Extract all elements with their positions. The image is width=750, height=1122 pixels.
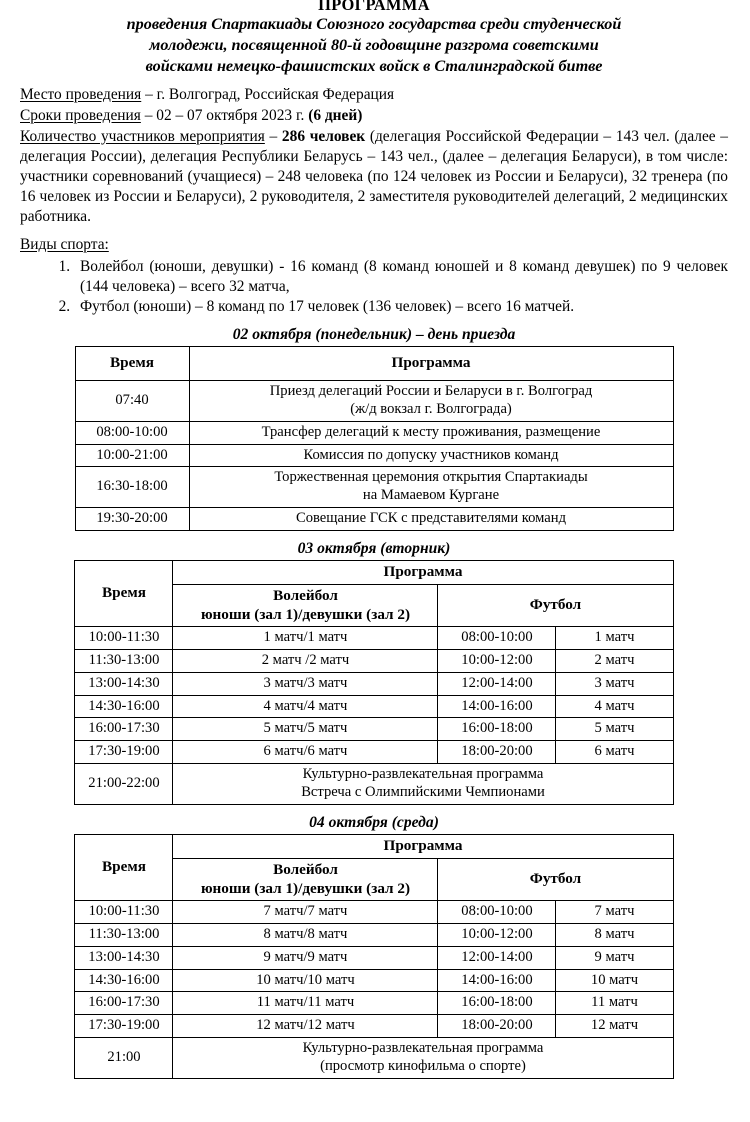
cell-volleyball: 3 матч/3 матч [173,672,438,695]
cell-time: 10:00-11:30 [75,627,173,650]
column-header-program: Программа [189,347,673,381]
cell-football-time: 08:00-10:00 [438,627,556,650]
cell-program-line-1: Приезд делегаций России и Беларуси в г. Волгоград [269,383,593,400]
cell-football-time: 12:00-14:00 [438,946,556,969]
cell-program-line-2: (ж/д вокзал г. Волгограда) [350,401,512,418]
table-row [75,969,673,992]
cell-time: 16:00-17:30 [75,718,173,741]
venue-line [20,85,728,105]
cell-time: 10:00-21:00 [75,444,189,467]
cell-program: Комиссия по допуску участников команд [189,444,673,467]
page-subtitle [38,14,710,77]
cell-time: 11:30-13:00 [75,923,173,946]
cell-program [189,467,673,508]
table-row [75,444,673,467]
cell-time: 13:00-14:30 [75,672,173,695]
cell-football-time: 14:00-16:00 [438,969,556,992]
cell-program-line-2: на Мамаевом Кургане [362,487,500,504]
column-header-volleyball [173,585,438,627]
cell-volleyball: 10 матч/10 матч [173,969,438,992]
table-row [75,672,673,695]
cell-football-match: 12 матч [556,1015,673,1038]
table-header-row-top [75,835,673,859]
table-row [75,381,673,422]
cell-football-time: 08:00-10:00 [438,901,556,924]
participants-paragraph [20,127,728,227]
cell-football-match: 8 матч [556,923,673,946]
table-row-final [75,1037,673,1078]
volleyball-halls: юноши (зал 1)/девушки (зал 2) [200,879,411,897]
column-header-program: Программа [173,835,673,859]
table-row [75,508,673,531]
cell-football-match: 3 матч [556,672,673,695]
cell-football-time: 16:00-18:00 [438,718,556,741]
event-info-block [20,85,728,227]
table-row [75,467,673,508]
dates-duration: (6 дней) [308,106,363,124]
cell-volleyball: 2 матч /2 матч [173,650,438,673]
cell-program [173,1037,673,1078]
cell-football-match: 7 матч [556,901,673,924]
cell-football-time: 12:00-14:00 [438,672,556,695]
cell-football-match: 11 матч [556,992,673,1015]
cell-football-match: 9 матч [556,946,673,969]
list-item: 2. Футбол (юноши) – 8 команд по 17 человек (136 человек) – всего 16 матчей. [74,297,728,317]
cell-volleyball: 12 матч/12 матч [173,1015,438,1038]
table-row [75,627,673,650]
cell-time: 07:40 [75,381,189,422]
participants-label: Количество участников мероприятия [20,127,265,145]
cell-football-match: 2 матч [556,650,673,673]
cell-football-match: 6 матч [556,741,673,764]
cell-program-line-2: Встреча с Олимпийскими Чемпионами [301,783,545,800]
cell-time: 16:30-18:00 [75,467,189,508]
cell-program-line-1: Культурно-развлекательная программа [302,1039,544,1056]
cell-volleyball: 8 матч/8 матч [173,923,438,946]
cell-program-line-1: Торжественная церемония открытия Спартакиады [274,469,588,486]
cell-football-time: 18:00-20:00 [438,1015,556,1038]
day1-schedule-table [75,346,674,531]
table-row [75,1015,673,1038]
cell-volleyball: 11 матч/11 матч [173,992,438,1015]
cell-football-time: 10:00-12:00 [438,923,556,946]
cell-time: 11:30-13:00 [75,650,173,673]
column-header-time: Время [75,347,189,381]
cell-football-match: 10 матч [556,969,673,992]
cell-time: 14:30-16:00 [75,969,173,992]
subtitle-line-1: проведения Спартакиады Союзного государства среди студенческой [126,15,622,34]
venue-value: – г. Волгоград, Российская Федерация [141,85,395,103]
volleyball-label: Волейбол [273,861,338,879]
cell-football-match: 4 матч [556,695,673,718]
cell-time: 10:00-11:30 [75,901,173,924]
cell-football-match: 1 матч [556,627,673,650]
cell-time: 21:00-22:00 [75,764,173,805]
cell-time: 17:30-19:00 [75,741,173,764]
volleyball-label: Волейбол [273,587,338,605]
cell-time: 19:30-20:00 [75,508,189,531]
table-row [75,718,673,741]
day3-schedule-table [74,834,673,1078]
participants-breakdown: (делегация Российской Федерации – 143 чел. (далее – делегация России), делегация Республики Беларусь – 143 чел., (далее – делегация Беларуси), в том числе: участники соревнований (учащиеся) – 248 человека (по 124 человек из России и Беларуси), 32 тренера (по 16 человек из России и Беларуси), 2 руководителя, 2 заместителя руководителей делегаций, 2 медицинских работника. [20,127,729,225]
cell-program: Трансфер делегаций к месту проживания, размещение [189,421,673,444]
day2-heading: 03 октября (вторник) [297,539,451,557]
participants-dash: – [264,127,282,145]
column-header-time: Время [75,561,173,627]
sports-section-label [20,236,728,254]
day2-schedule-table [74,560,673,804]
cell-program [189,381,673,422]
dates-label: Сроки проведения [20,106,141,124]
cell-time: 21:00 [75,1037,173,1078]
list-item: 1. Волейбол (юноши, девушки) - 16 команд (8 команд юношей и 8 команд девушек) по 9 человек (144 человека) – всего 32 матча, [74,257,728,297]
cell-volleyball: 4 матч/4 матч [173,695,438,718]
cell-time: 13:00-14:30 [75,946,173,969]
column-header-football: Футбол [438,585,673,627]
cell-football-time: 14:00-16:00 [438,695,556,718]
dates-line [20,106,728,126]
dates-value: – 02 – 07 октября 2023 г. [140,106,309,124]
day3-heading: 04 октября (среда) [309,813,439,831]
cell-time: 17:30-19:00 [75,1015,173,1038]
cell-volleyball: 1 матч/1 матч [173,627,438,650]
column-header-program: Программа [173,561,673,585]
day1-heading: 02 октября (понедельник) – день приезда [232,325,516,343]
cell-program [173,764,673,805]
table-row [75,992,673,1015]
subtitle-line-2: молодежи, посвященной 80-й годовщине разгрома советскими [149,36,599,55]
subtitle-line-3: войсками немецко-фашистских войск в Сталинградской битве [145,57,603,76]
cell-football-time: 10:00-12:00 [438,650,556,673]
table-row [75,923,673,946]
sports-list [20,257,728,317]
participants-count: 286 человек [281,127,366,145]
table-header-row-top [75,561,673,585]
column-header-football: Футбол [438,859,673,901]
cell-football-match: 5 матч [556,718,673,741]
table-row [75,901,673,924]
table-row [75,741,673,764]
page-title: ПРОГРАММА [318,0,430,14]
column-header-time: Время [75,835,173,901]
cell-time: 14:30-16:00 [75,695,173,718]
cell-volleyball: 6 матч/6 матч [173,741,438,764]
cell-volleyball: 7 матч/7 матч [173,901,438,924]
table-row-final [75,764,673,805]
table-header-row [75,347,673,381]
cell-program: Совещание ГСК с представителями команд [189,508,673,531]
cell-volleyball: 5 матч/5 матч [173,718,438,741]
cell-program-line-2: (просмотр кинофильма о спорте) [320,1057,526,1074]
table-row [75,650,673,673]
column-header-volleyball [173,859,438,901]
cell-time: 16:00-17:30 [75,992,173,1015]
cell-football-time: 18:00-20:00 [438,741,556,764]
cell-program-line-1: Культурно-развлекательная программа [302,766,544,783]
cell-football-time: 16:00-18:00 [438,992,556,1015]
table-row [75,695,673,718]
table-row [75,421,673,444]
cell-volleyball: 9 матч/9 матч [173,946,438,969]
sports-label-text: Виды спорта: [20,235,109,253]
table-row [75,946,673,969]
volleyball-halls: юноши (зал 1)/девушки (зал 2) [200,605,411,623]
venue-label: Место проведения [20,85,142,103]
cell-time: 08:00-10:00 [75,421,189,444]
